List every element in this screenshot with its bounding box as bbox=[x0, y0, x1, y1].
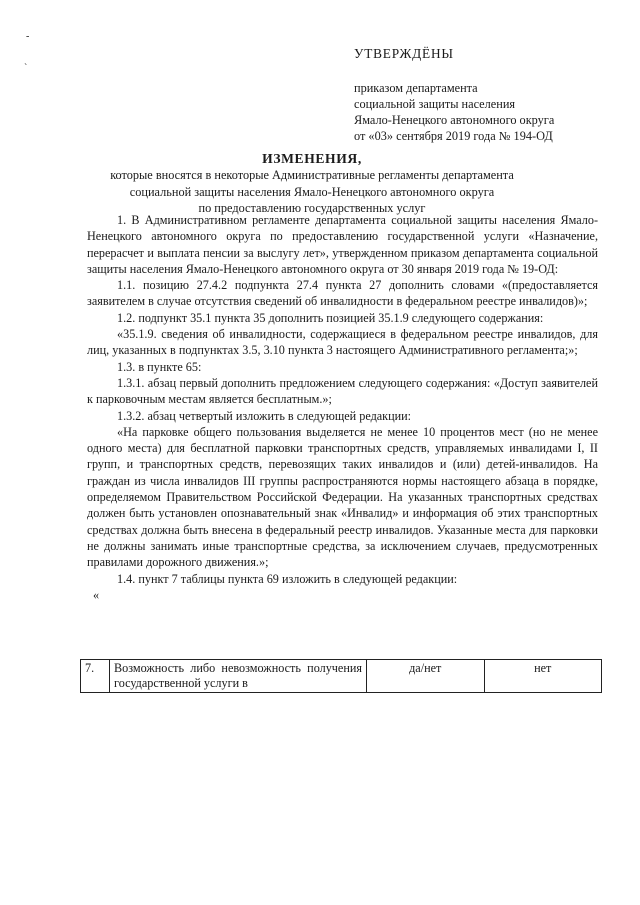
approval-heading: УТВЕРЖДЁНЫ bbox=[354, 46, 454, 61]
paragraph: 1.1. позицию 27.4.2 подпункта 27.4 пункта 27 дополнить словами «(предоставляется заявителем в случае отсутствия сведений об инвалидности в федеральном реестре инвалидов)»; bbox=[87, 278, 598, 309]
regulation-table bbox=[80, 659, 602, 693]
table-row bbox=[81, 660, 602, 693]
paragraph: 1.3.1. абзац первый дополнить предложением следующего содержания: «Доступ заявителей к парковочным местам является бесплатным.»; bbox=[87, 375, 598, 407]
paragraph: 1.3. в пункте 65: bbox=[117, 359, 202, 374]
approval-block bbox=[354, 46, 624, 144]
table-cell-option-b: нет bbox=[484, 660, 602, 693]
table-cell-description: Возможность либо невозможность получения государственной услуги в bbox=[110, 660, 367, 693]
title-sub-line: по предоставлению государственных услуг bbox=[198, 201, 426, 216]
paragraph: «35.1.9. сведения об инвалидности, содержащиеся в федеральном реестре инвалидов, для лиц, указанных в подпунктах 3.5, 3.10 пункта 3 настоящего Административного регламента;»; bbox=[87, 327, 598, 358]
title-main: ИЗМЕНЕНИЯ, bbox=[262, 151, 362, 166]
document-title bbox=[82, 151, 542, 217]
paragraph: 1.2. подпункт 35.1 пункта 35 дополнить позицией 35.1.9 следующего содержания: bbox=[117, 310, 544, 325]
approval-line: приказом департамента bbox=[354, 81, 478, 95]
approval-line: социальной защиты населения bbox=[354, 97, 516, 111]
paragraph: 1. В Административном регламенте департамента социальной защиты населения Ямало-Ненецкого автономного округа по предоставлению государственной услуги «Назначение, перерасчет и выплата пенсии за выслугу лет», утвержденном приказом департамента социальной защиты населения Ямало-Ненецкого автономного округа от 30 января 2019 года № 19-ОД: bbox=[87, 213, 598, 276]
document-body bbox=[87, 212, 598, 603]
table-cell-option-a: да/нет bbox=[367, 660, 485, 693]
title-sub-line: социальной защиты населения Ямало-Ненецкого автономного округа bbox=[129, 184, 495, 199]
scan-mark: ` bbox=[24, 63, 28, 74]
table-cell-number: 7. bbox=[81, 660, 110, 693]
paragraph: «На парковке общего пользования выделяется не менее 10 процентов мест (но не менее одного места) для бесплатной парковки транспортных средств, управляемых инвалидами I, II групп, и транспортных средств, перевозящих таких инвалидов и (или) детей-инвалидов. На граждан из числа инвалидов III группы распространяются нормы настоящего абзаца в порядке, определяемом Правительством Российской Федерации. На указанных транспортных средствах должен быть установлен опознавательный знак «Инвалид» и информация об этих транспортных средствах должна быть внесена в федеральный реестр инвалидов. Указанные места для парковки не должны занимать иные транспортные средства, за исключением случаев, предусмотренных правилами дорожного движения.»; bbox=[87, 424, 598, 570]
quote-open: « bbox=[93, 587, 100, 602]
paragraph: 1.4. пункт 7 таблицы пункта 69 изложить в следующей редакции: bbox=[117, 571, 458, 586]
paragraph: 1.3.2. абзац четвертый изложить в следующей редакции: bbox=[117, 408, 412, 423]
scan-mark: - bbox=[26, 31, 30, 42]
approval-line: Ямало-Ненецкого автономного округа bbox=[354, 113, 555, 127]
approval-line: от «03» сентября 2019 года № 194-ОД bbox=[354, 129, 553, 143]
title-sub-line: которые вносятся в некоторые Административные регламенты департамента bbox=[110, 168, 514, 183]
